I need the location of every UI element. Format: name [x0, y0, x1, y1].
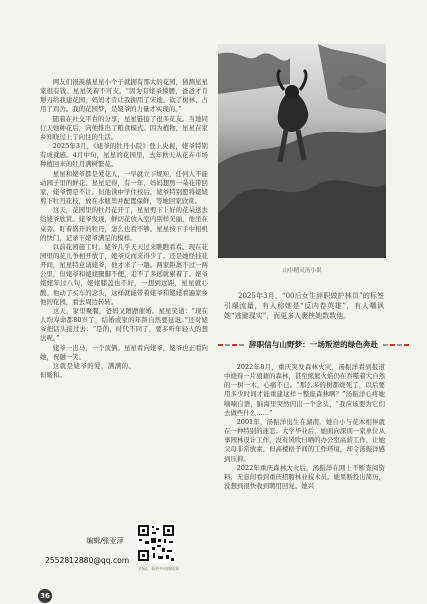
- paragraph: 随着在社交平台的分享，星星链接了很多花友。当地同行天她种花后，向他推出了粮食模式。因为植物，星星在家乡知晓过上了向往的生活。: [40, 114, 208, 141]
- paragraph: 这天，家里聚餐，爸妈又蹭蹭催婚。星星笑道：“现在人均寿命都80岁了，结婚或家的年龄自然要延迟。”还对姥爷把话头接过去：“是的，时代不同了，要多听年轻人的想法呢。”: [40, 306, 208, 343]
- left-article-column: [40, 78, 208, 380]
- paragraph: 2001年，汤振洋出生在湖南。她自小与花木相伴就在一种特别的迷恋。大学毕业后，她面向深圳一家单位从事园林设计工作，没有风吹日晒的办公室高薪工作，让她父母非常放素。但高楼格子间的工作环境，却令汤振洋感到压抑。: [224, 417, 386, 463]
- right-article-column: [224, 363, 385, 491]
- section-heading-row: [218, 339, 388, 350]
- paragraph: 以前花园施工时，姥爷几乎天天过来瞧瞧看看。现在花园里的花儿争相开放了，姥爷反而来得少了。还是她怪挂花开间，星星特意请姥爷，他才来了一趟。两家距离不过一两公里，但姥爷和姥姥腿脚不便，走不了多远就累着了。姥爷姥姥年过八旬，姥姥膝盖也不好，一想到远距，星星就心酸。他动了买车的念头，这样就能带着姥爷和姥姥看遍家乡他的花园，看去周边转转。: [40, 242, 208, 306]
- editor-credit: 编辑/张亚萍: [86, 537, 124, 545]
- qr-caption: 扫码，看更多动慢故事: [139, 566, 179, 571]
- paragraph: 这就是姥爷的爱，满满的、但暖和。: [40, 361, 135, 379]
- editor-email: 2552812880@qq.com: [45, 556, 130, 565]
- qr-code[interactable]: [136, 523, 176, 563]
- photo-caption: 山中精灵汤小果: [282, 268, 322, 274]
- paragraph: 星星和姥爷都是爱花人，一早就立下规矩，任何人不能动园子里的鲜花。星星记得，有一年，妈妈想剪一朵花带回家，姥爷愣是不让。但他读中学住校后，姥爷特别愿将姥姥剪下牡丹花枝，放在水瓶里并配置保鲜，等她回家欣赏。: [40, 169, 208, 206]
- paragraph: 2025年3月，《姥爷的牡丹小院》登上央视，姥爷特别有成就感。4月中旬，星星的花园里，去年秋天从花卉市场种植回来的牡丹满树繁花。: [40, 142, 208, 169]
- paragraph: 2022年8月，重庆突发森林火灾，汤振洋看到报道中烧得一片狼藉的森林，甚至熊熊火焰仍在吞噬着大自然的一树一木，心痛不已。“那么多的树都烧死了，以后要用多少时间才能重建这样一整座森林啊？”汤振洋心疼她喃喃自语，脑海里突然闪出一个念头，“我应该要为它们去做些什么……”: [224, 363, 386, 417]
- paragraph: 2022年重庆森林大火后，汤振洋在网上不断查阅资料，无意间看到重庆招聘林业技术员。她果断投出简历，没想到很快收到聘用回复。她兴: [224, 463, 386, 491]
- divider-dots-left: [218, 344, 244, 346]
- section-title: 辞职信与山野梦：一场叛逆的绿色奔赴: [249, 340, 379, 349]
- paragraph: 姥爷一出马，一个顶俩。星星看向姥爷，姥爷也正看向她，祝融一笑。: [40, 343, 208, 361]
- qr-code-icon: [136, 523, 176, 563]
- mountain-photo-illustration: [218, 44, 386, 258]
- article-photo: [218, 44, 386, 258]
- divider-dots-right: [383, 344, 409, 346]
- page-number: 36: [38, 589, 52, 603]
- paragraph: 这天，花园里的牡丹花开了，星星剪下上好的花朵送去给姥爷欣赏。姥爷发现，鲜切花放入室内别样美丽，他坐在桌旁，盯着盛开的牡丹，怎么也看不够。星星按下手中相机的快门，记录下姥爷满足的模样。: [40, 206, 208, 242]
- pull-quote: 2025年3月，“00后女生辞职做护林员”的标签引爆流量，有人称她是“反内卷英雄”，有人嘲讽她“逃避现实”，而更多人裹挟她数数他。: [224, 292, 384, 320]
- paragraph: 网友们很羡慕星星小个子就拥有那大的花园，猜测星星家很有钱。星星笑着不可支。“因为有姥爷撑腰，爸爸才肯掰刀给我建花园，妈妈才肯让我拥用了宋地、砍了树林、占用了鸡舍。我的花园梦，是姥爷的力量才实现的。”: [40, 78, 208, 114]
